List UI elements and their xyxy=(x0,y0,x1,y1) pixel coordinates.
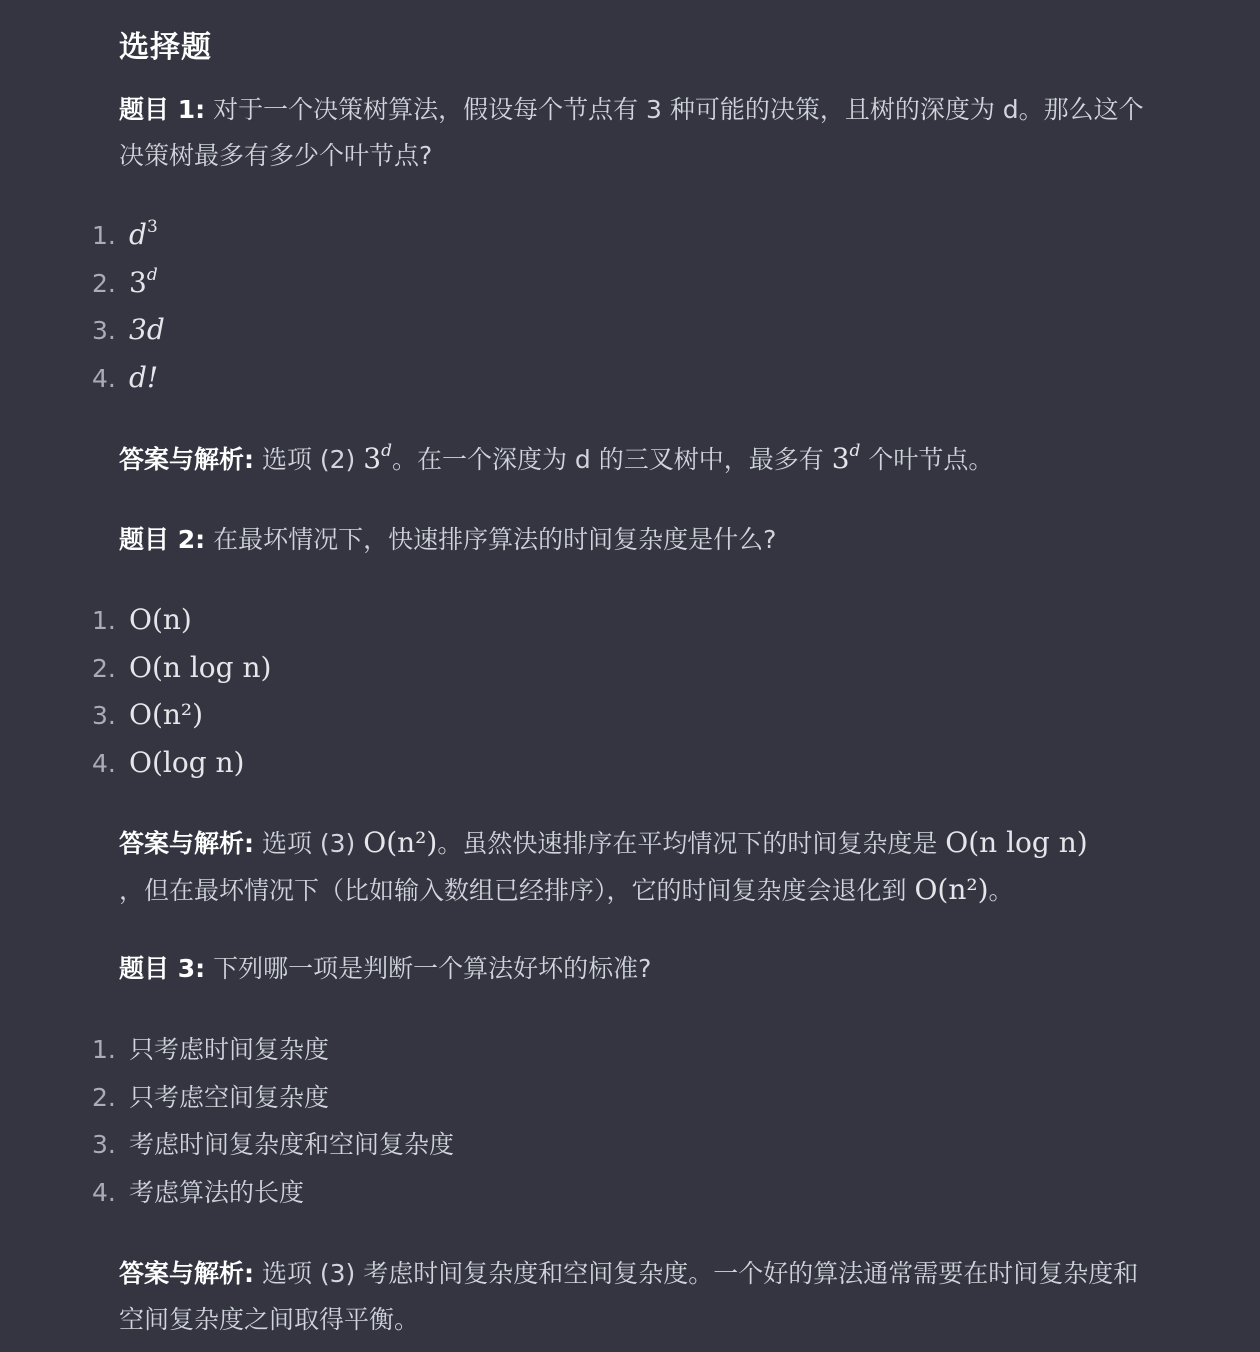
question-3 xyxy=(119,946,1149,992)
question-3-label: 题目 3: xyxy=(119,954,206,983)
question-2-options xyxy=(92,596,271,787)
question-1 xyxy=(119,87,1149,179)
question-3-answer: 答案与解析: 选项 (3) 考虑时间复杂度和空间复杂度。一个好的算法通常需要在时间复杂度和空间复杂度之间取得平衡。 xyxy=(119,1259,1139,1334)
question-3-option-4: 4. 考虑算法的长度 xyxy=(92,1178,305,1208)
question-3-option-3: 3. 考虑时间复杂度和空间复杂度 xyxy=(92,1130,455,1160)
question-2-option-3: 3. O(n²) xyxy=(92,698,204,732)
question-2-label: 题目 2: xyxy=(119,525,206,554)
answer-label: 答案与解析: xyxy=(119,445,254,474)
question-1-option-4: 4. d! xyxy=(92,361,159,395)
question-2-option-2: 2. O(n log n) xyxy=(92,650,272,684)
question-2 xyxy=(119,517,1149,563)
question-2-answer: 答案与解析: 选项 (3) O(n²)。虽然快速排序在平均情况下的时间复杂度是 O(n log n) ，但在最坏情况下（比如输入数组已经排序），它的时间复杂度会退化到 O(n²)。 xyxy=(119,826,1088,906)
answer-label: 答案与解析: xyxy=(119,1259,254,1288)
question-3-option-1: 1. 只考虑时间复杂度 xyxy=(92,1035,330,1064)
question-2-option-1: 1. O(n) xyxy=(92,603,192,636)
question-3-option-2: 2. 只考虑空间复杂度 xyxy=(92,1082,330,1112)
question-2-text: 在最坏情况下，快速排序算法的时间复杂度是什么? xyxy=(213,525,777,554)
question-1-label: 题目 1: xyxy=(119,95,206,124)
question-1-options xyxy=(92,211,165,402)
question-1-option-2: 2. 3$^d$ xyxy=(92,264,158,299)
question-3-text: 下列哪一项是判断一个算法好坏的标准? xyxy=(213,954,652,983)
question-3-options xyxy=(92,1026,454,1217)
question-2-option-4: 4. O(log n) xyxy=(92,746,245,780)
question-1-text: 对于一个决策树算法，假设每个节点有 3 种可能的决策，且树的深度为 d。那么这个决策树最多有多少个叶节点? xyxy=(119,95,1144,170)
question-1-option-3: 3. 3d xyxy=(92,313,165,347)
question-1-answer: 答案与解析: 选项 (2) 3$^d$。在一个深度为 d 的三叉树中，最多有 3$^d$ 个叶节点。 xyxy=(119,441,994,475)
question-1-option-1: 1. $d^3$ xyxy=(92,217,158,251)
section-heading: 选择题 xyxy=(119,30,212,65)
answer-label: 答案与解析: xyxy=(119,829,254,858)
